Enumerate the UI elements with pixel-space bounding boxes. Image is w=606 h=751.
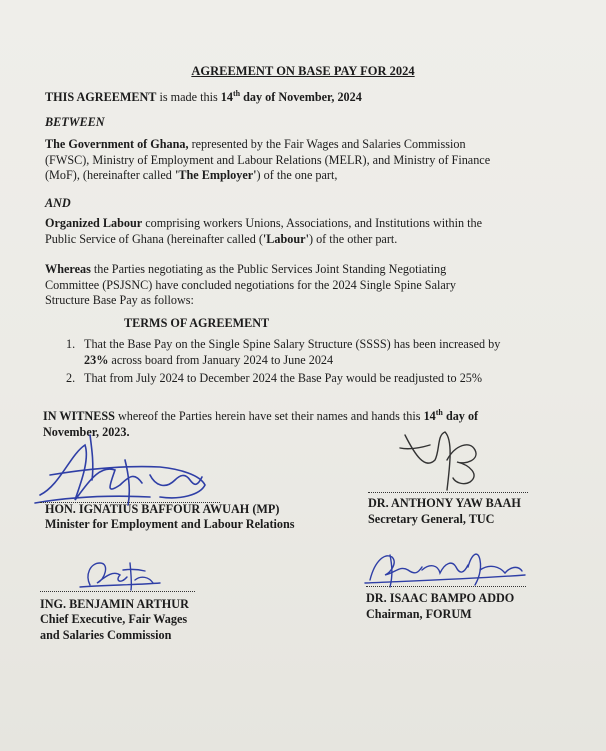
signature-baah: [395, 420, 505, 500]
labour-lead: Organized Labour: [45, 216, 143, 230]
whereas-lead: Whereas: [45, 262, 91, 276]
employer-line3a: (MoF), (hereinafter called: [45, 168, 175, 182]
intro-text-after: day of November, 2024: [240, 90, 362, 104]
intro-text-before: is made this: [156, 90, 221, 104]
signatory-role-2: Secretary General, TUC: [368, 512, 495, 526]
term-1-line1: That the Base Pay on the Single Spine Salary Structure (SSSS) has been increased by: [84, 337, 501, 351]
witness-line1-end: day of: [442, 409, 479, 423]
terms-heading: TERMS OF AGREEMENT: [124, 316, 270, 330]
employer-paragraph: [45, 137, 565, 184]
term-number: 1.: [66, 337, 76, 351]
labour-term: 'Labour': [262, 231, 309, 246]
document-title: AGREEMENT ON BASE PAY FOR 2024: [191, 64, 415, 78]
whereas-line2: Committee (PSJSNC) have concluded negotiations for the 2024 Single Spine Salary: [45, 277, 456, 292]
employer-lead: The Government of Ghana,: [45, 137, 189, 151]
and-heading: AND: [45, 196, 71, 210]
intro-day: 14: [220, 90, 233, 104]
intro-lead: THIS AGREEMENT: [45, 90, 157, 104]
labour-line2c: ) of the other part.: [308, 231, 398, 246]
witness-day: 14: [423, 409, 436, 423]
term-item-2: [66, 371, 566, 387]
witness-day-suffix: th: [435, 407, 443, 417]
term-item-1: [66, 337, 566, 368]
employer-line1: represented by the Fair Wages and Salaries Commission: [188, 137, 466, 151]
labour-line2a: Public Service of Ghana (hereinafter called (: [45, 231, 263, 246]
signature-line: [366, 586, 526, 587]
whereas-line1: the Parties negotiating as the Public Services Joint Standing Negotiating: [90, 262, 447, 276]
signatory-role-4: Chairman, FORUM: [366, 607, 472, 621]
signatory-role-3-cont: and Salaries Commission: [40, 628, 172, 642]
labour-line1: comprising workers Unions, Associations, and Institutions within the: [142, 216, 483, 230]
employer-line2: (FWSC), Ministry of Employment and Labour Relations (MELR), and Ministry of Finance: [45, 152, 491, 167]
between-heading: BETWEEN: [45, 115, 105, 129]
labour-paragraph: [45, 216, 565, 247]
term-1-line2: across board from January 2024 to June 2024: [108, 352, 334, 367]
term-number: 2.: [66, 371, 76, 385]
term-2-line1: That from July 2024 to December 2024 the Base Pay would be readjusted to 25%: [84, 371, 483, 385]
witness-line2: November, 2023.: [43, 424, 130, 439]
signatory-name-3: ING. BENJAMIN ARTHUR: [40, 597, 189, 611]
signatory-name-4: DR. ISAAC BAMPO ADDO: [366, 591, 515, 605]
employer-term: 'The Employer': [174, 168, 257, 182]
witness-lead: IN WITNESS: [43, 409, 115, 423]
whereas-paragraph: [45, 262, 565, 309]
intro-line: [45, 90, 362, 106]
signatory-role-3: Chief Executive, Fair Wages: [40, 612, 188, 626]
signature-arthur: [75, 555, 165, 595]
employer-line3c: ) of the one part,: [256, 168, 338, 182]
witness-line1: whereof the Parties herein have set their names and hands this: [114, 409, 424, 423]
term-1-percent: 23%: [84, 352, 109, 367]
signatory-name-1: HON. IGNATIUS BAFFOUR AWUAH (MP): [45, 502, 280, 516]
signatory-role-1: Minister for Employment and Labour Relations: [45, 517, 295, 531]
intro-day-suffix: th: [232, 88, 241, 98]
whereas-line3: Structure Base Pay as follows:: [45, 293, 194, 307]
signature-line: [368, 492, 528, 493]
signature-addo: [360, 545, 530, 590]
signature-line: [40, 591, 195, 592]
signature-awuah: [30, 425, 220, 510]
signatory-name-2: DR. ANTHONY YAW BAAH: [368, 496, 521, 510]
